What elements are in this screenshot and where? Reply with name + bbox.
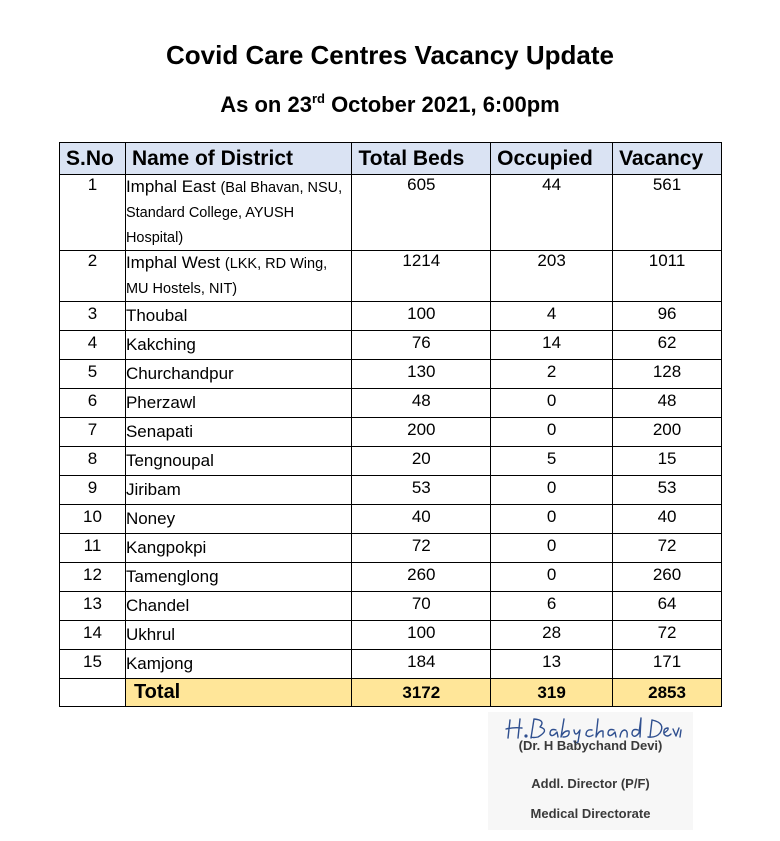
- total-blank-cell: [60, 679, 126, 707]
- subtitle-suffix: October 2021, 6:00pm: [324, 92, 560, 117]
- header-total-beds: Total Beds: [352, 143, 491, 175]
- cell-occupied: 13: [491, 650, 613, 679]
- cell-vacancy: 40: [613, 505, 722, 534]
- cell-occupied: 6: [491, 592, 613, 621]
- cell-district: Thoubal: [125, 302, 352, 331]
- table-row: [60, 650, 722, 679]
- cell-sno: 7: [60, 418, 126, 447]
- cell-occupied: 0: [491, 418, 613, 447]
- cell-district: [125, 175, 352, 251]
- cell-vacancy: 1011: [613, 251, 722, 302]
- table-row: [60, 447, 722, 476]
- cell-occupied: 4: [491, 302, 613, 331]
- header-district: Name of District: [125, 143, 352, 175]
- table-row: [60, 302, 722, 331]
- district-name: Imphal West: [125, 253, 221, 272]
- subtitle-prefix: As on 23: [220, 92, 312, 117]
- cell-district: Tengnoupal: [125, 447, 352, 476]
- table-header-row: [60, 143, 722, 175]
- cell-district: Pherzawl: [125, 389, 352, 418]
- cell-occupied: 0: [491, 389, 613, 418]
- signature-block: [488, 712, 693, 830]
- cell-occupied: 203: [491, 251, 613, 302]
- cell-vacancy: 561: [613, 175, 722, 251]
- cell-sno: 8: [60, 447, 126, 476]
- header-occupied: Occupied: [491, 143, 613, 175]
- cell-sno: 14: [60, 621, 126, 650]
- total-vacancy-sum: 2853: [613, 679, 722, 707]
- total-occupied-sum: 319: [491, 679, 613, 707]
- cell-sno: 13: [60, 592, 126, 621]
- cell-total-beds: 70: [352, 592, 491, 621]
- cell-district: Churchandpur: [125, 360, 352, 389]
- cell-vacancy: 72: [613, 534, 722, 563]
- cell-total-beds: 76: [352, 331, 491, 360]
- cell-total-beds: 20: [352, 447, 491, 476]
- cell-total-beds: 200: [352, 418, 491, 447]
- cell-occupied: 0: [491, 534, 613, 563]
- cell-district: Tamenglong: [125, 563, 352, 592]
- page-subtitle: [0, 92, 780, 118]
- cell-occupied: 5: [491, 447, 613, 476]
- cell-sno: 6: [60, 389, 126, 418]
- table-row: [60, 418, 722, 447]
- cell-vacancy: 128: [613, 360, 722, 389]
- header-sno: S.No: [60, 143, 126, 175]
- cell-total-beds: 100: [352, 621, 491, 650]
- cell-district: Senapati: [125, 418, 352, 447]
- cell-sno: 11: [60, 534, 126, 563]
- cell-district: [125, 251, 352, 302]
- cell-sno: 10: [60, 505, 126, 534]
- cell-total-beds: 130: [352, 360, 491, 389]
- cell-sno: 1: [60, 175, 126, 251]
- table-row: [60, 476, 722, 505]
- cell-total-beds: 260: [352, 563, 491, 592]
- cell-occupied: 2: [491, 360, 613, 389]
- cell-total-beds: 605: [352, 175, 491, 251]
- page-title: Covid Care Centres Vacancy Update: [166, 40, 614, 70]
- signatory-office: Medical Directorate: [530, 806, 651, 821]
- table-row: [60, 505, 722, 534]
- cell-occupied: 28: [491, 621, 613, 650]
- cell-occupied: 0: [491, 476, 613, 505]
- cell-total-beds: 100: [352, 302, 491, 331]
- header-vacancy: Vacancy: [613, 143, 722, 175]
- table-body: [60, 175, 722, 707]
- cell-sno: 9: [60, 476, 126, 505]
- cell-vacancy: 53: [613, 476, 722, 505]
- table-row: [60, 563, 722, 592]
- total-label: Total: [125, 679, 352, 707]
- table-row: [60, 621, 722, 650]
- cell-vacancy: 48: [613, 389, 722, 418]
- district-name: Imphal East: [125, 177, 216, 196]
- cell-occupied: 14: [491, 331, 613, 360]
- cell-occupied: 0: [491, 505, 613, 534]
- cell-district: Ukhrul: [125, 621, 352, 650]
- cell-vacancy: 260: [613, 563, 722, 592]
- cell-sno: 2: [60, 251, 126, 302]
- cell-vacancy: 62: [613, 331, 722, 360]
- cell-district: Kamjong: [125, 650, 352, 679]
- district-note: (LKK, RD Wing, MU Hostels, NIT): [125, 256, 328, 297]
- signatory-designation: Addl. Director (P/F): [531, 776, 650, 791]
- cell-vacancy: 72: [613, 621, 722, 650]
- cell-sno: 12: [60, 563, 126, 592]
- cell-total-beds: 184: [352, 650, 491, 679]
- cell-sno: 3: [60, 302, 126, 331]
- vacancy-table: [59, 142, 722, 707]
- cell-district: Chandel: [125, 592, 352, 621]
- subtitle-superscript: rd: [311, 91, 325, 106]
- table-row: [60, 251, 722, 302]
- total-row: [60, 679, 722, 707]
- cell-total-beds: 48: [352, 389, 491, 418]
- table-row: [60, 175, 722, 251]
- cell-vacancy: 171: [613, 650, 722, 679]
- cell-total-beds: 40: [352, 505, 491, 534]
- total-beds-sum: 3172: [352, 679, 491, 707]
- district-note: (Bal Bhavan, NSU, Standard College, AYUSH Hospital): [125, 180, 343, 246]
- cell-total-beds: 72: [352, 534, 491, 563]
- cell-district: Noney: [125, 505, 352, 534]
- cell-sno: 5: [60, 360, 126, 389]
- table-row: [60, 389, 722, 418]
- cell-district: Jiribam: [125, 476, 352, 505]
- cell-vacancy: 96: [613, 302, 722, 331]
- signatory-name: (Dr. H Babychand Devi): [518, 738, 663, 753]
- cell-vacancy: 200: [613, 418, 722, 447]
- table-row: [60, 360, 722, 389]
- table-row: [60, 534, 722, 563]
- cell-total-beds: 53: [352, 476, 491, 505]
- table-row: [60, 331, 722, 360]
- cell-sno: 15: [60, 650, 126, 679]
- cell-district: Kakching: [125, 331, 352, 360]
- cell-occupied: 0: [491, 563, 613, 592]
- cell-total-beds: 1214: [352, 251, 491, 302]
- table-row: [60, 592, 722, 621]
- cell-vacancy: 15: [613, 447, 722, 476]
- cell-district: Kangpokpi: [125, 534, 352, 563]
- cell-occupied: 44: [491, 175, 613, 251]
- cell-sno: 4: [60, 331, 126, 360]
- cell-vacancy: 64: [613, 592, 722, 621]
